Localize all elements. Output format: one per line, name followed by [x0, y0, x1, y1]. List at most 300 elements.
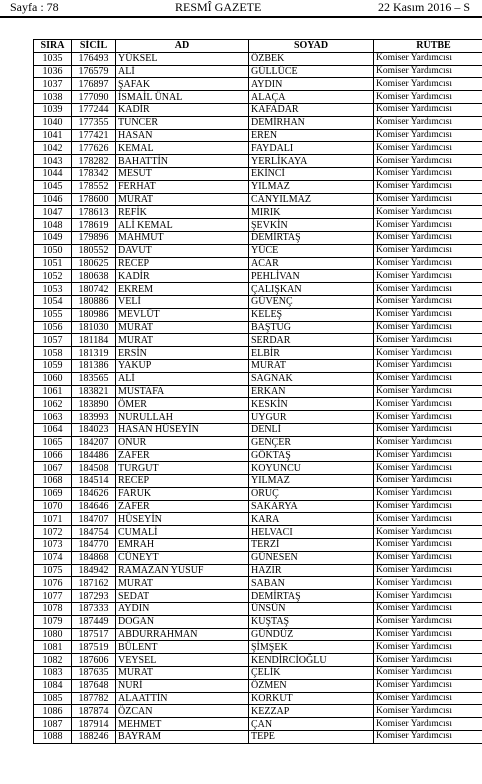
cell-sira: 1078	[34, 603, 72, 616]
cell-sicil: 187635	[72, 667, 116, 680]
cell-sicil: 179896	[72, 231, 116, 244]
cell-ad: REFİK	[116, 206, 249, 219]
cell-rutbe: Komiser Yardımcısı	[374, 283, 482, 296]
cell-sira: 1054	[34, 295, 72, 308]
cell-rutbe: Komiser Yardımcısı	[374, 103, 482, 116]
table-row	[34, 385, 482, 398]
cell-sicil: 177626	[72, 142, 116, 155]
cell-soyad: DEMİRTAŞ	[249, 590, 374, 603]
cell-rutbe: Komiser Yardımcısı	[374, 65, 482, 78]
cell-rutbe: Komiser Yardımcısı	[374, 705, 482, 718]
cell-ad: RECEP	[116, 475, 249, 488]
table-row	[34, 526, 482, 539]
cell-rutbe: Komiser Yardımcısı	[374, 206, 482, 219]
table-row	[34, 628, 482, 641]
cell-ad: SEDAT	[116, 590, 249, 603]
cell-sira: 1082	[34, 654, 72, 667]
cell-sira: 1066	[34, 449, 72, 462]
table-row	[34, 347, 482, 360]
table-row	[34, 539, 482, 552]
cell-sicil: 187648	[72, 679, 116, 692]
cell-sicil: 187914	[72, 718, 116, 731]
cell-sicil: 184514	[72, 475, 116, 488]
cell-ad: ÖZCAN	[116, 705, 249, 718]
cell-ad: ZAFER	[116, 500, 249, 513]
cell-soyad: PEHLİVAN	[249, 270, 374, 283]
cell-sira: 1047	[34, 206, 72, 219]
cell-sira: 1067	[34, 462, 72, 475]
cell-rutbe: Komiser Yardımcısı	[374, 270, 482, 283]
table-row	[34, 436, 482, 449]
cell-soyad: KEZZAP	[249, 705, 374, 718]
cell-rutbe: Komiser Yardımcısı	[374, 411, 482, 424]
table-row	[34, 129, 482, 142]
cell-sicil: 184486	[72, 449, 116, 462]
cell-sicil: 180625	[72, 257, 116, 270]
cell-sira: 1079	[34, 615, 72, 628]
cell-soyad: YERLİKAYA	[249, 155, 374, 168]
cell-rutbe: Komiser Yardımcısı	[374, 462, 482, 475]
table-row	[34, 52, 482, 65]
cell-sicil: 184626	[72, 487, 116, 500]
page-number: Sayfa : 78	[10, 0, 59, 14]
cell-sira: 1049	[34, 231, 72, 244]
cell-rutbe: Komiser Yardımcısı	[374, 334, 482, 347]
cell-sira: 1041	[34, 129, 72, 142]
table-row	[34, 219, 482, 232]
cell-sira: 1048	[34, 219, 72, 232]
cell-soyad: ÇAN	[249, 718, 374, 731]
cell-ad: NURULLAH	[116, 411, 249, 424]
cell-ad: ABDURRAHMAN	[116, 628, 249, 641]
cell-sira: 1072	[34, 526, 72, 539]
cell-rutbe: Komiser Yardımcısı	[374, 257, 482, 270]
table-row	[34, 116, 482, 129]
cell-ad: HÜSEYİN	[116, 513, 249, 526]
table-row	[34, 257, 482, 270]
cell-rutbe: Komiser Yardımcısı	[374, 321, 482, 334]
cell-ad: VELİ	[116, 295, 249, 308]
cell-soyad: GÖKTAŞ	[249, 449, 374, 462]
cell-rutbe: Komiser Yardımcısı	[374, 52, 482, 65]
cell-sira: 1058	[34, 347, 72, 360]
cell-soyad: DENLİ	[249, 423, 374, 436]
table-row	[34, 692, 482, 705]
cell-soyad: GÜLLÜCE	[249, 65, 374, 78]
table-row	[34, 577, 482, 590]
cell-soyad: SAKARYA	[249, 500, 374, 513]
cell-sira: 1070	[34, 500, 72, 513]
cell-sicil: 187333	[72, 603, 116, 616]
cell-rutbe: Komiser Yardımcısı	[374, 641, 482, 654]
cell-soyad: KESKİN	[249, 398, 374, 411]
cell-sira: 1046	[34, 193, 72, 206]
cell-sicil: 181386	[72, 359, 116, 372]
cell-ad: MURAT	[116, 334, 249, 347]
table-row	[34, 142, 482, 155]
cell-rutbe: Komiser Yardımcısı	[374, 167, 482, 180]
column-header-rutbe: RÜTBE	[374, 40, 482, 53]
cell-sira: 1062	[34, 398, 72, 411]
cell-sicil: 178600	[72, 193, 116, 206]
cell-soyad: ERKAN	[249, 385, 374, 398]
column-header-soyad: SOYAD	[249, 40, 374, 53]
table-row	[34, 615, 482, 628]
cell-ad: KEMAL	[116, 142, 249, 155]
cell-rutbe: Komiser Yardımcısı	[374, 308, 482, 321]
table-row	[34, 411, 482, 424]
cell-ad: HASAN HÜSEYİN	[116, 423, 249, 436]
cell-sira: 1038	[34, 91, 72, 104]
cell-rutbe: Komiser Yardımcısı	[374, 692, 482, 705]
cell-ad: KADİR	[116, 270, 249, 283]
cell-sicil: 187519	[72, 641, 116, 654]
cell-soyad: GÜNDÜZ	[249, 628, 374, 641]
cell-ad: ERSİN	[116, 347, 249, 360]
table-row	[34, 423, 482, 436]
cell-ad: HASAN	[116, 129, 249, 142]
cell-sicil: 178619	[72, 219, 116, 232]
cell-rutbe: Komiser Yardımcısı	[374, 359, 482, 372]
cell-sira: 1039	[34, 103, 72, 116]
cell-rutbe: Komiser Yardımcısı	[374, 78, 482, 91]
table-row	[34, 590, 482, 603]
cell-sicil: 187293	[72, 590, 116, 603]
cell-sira: 1050	[34, 244, 72, 257]
cell-sira: 1051	[34, 257, 72, 270]
table-row	[34, 398, 482, 411]
table-row	[34, 244, 482, 257]
cell-rutbe: Komiser Yardımcısı	[374, 347, 482, 360]
cell-sira: 1044	[34, 167, 72, 180]
cell-sira: 1081	[34, 641, 72, 654]
cell-soyad: KENDİRCİOĞLU	[249, 654, 374, 667]
cell-ad: MEVLÜT	[116, 308, 249, 321]
cell-soyad: TEPE	[249, 731, 374, 744]
cell-ad: MURAT	[116, 577, 249, 590]
cell-ad: DOĞAN	[116, 615, 249, 628]
publication-date: 22 Kasım 2016 – S	[378, 0, 471, 14]
cell-rutbe: Komiser Yardımcısı	[374, 590, 482, 603]
table-row	[34, 231, 482, 244]
cell-ad: BAYRAM	[116, 731, 249, 744]
table-row	[34, 206, 482, 219]
cell-sicil: 184023	[72, 423, 116, 436]
cell-rutbe: Komiser Yardımcısı	[374, 539, 482, 552]
cell-soyad: DEMİRHAN	[249, 116, 374, 129]
cell-rutbe: Komiser Yardımcısı	[374, 526, 482, 539]
cell-sira: 1056	[34, 321, 72, 334]
cell-sicil: 180886	[72, 295, 116, 308]
cell-rutbe: Komiser Yardımcısı	[374, 513, 482, 526]
cell-sicil: 178613	[72, 206, 116, 219]
cell-ad: NURİ	[116, 679, 249, 692]
table-row	[34, 372, 482, 385]
table-row	[34, 551, 482, 564]
cell-soyad: EREN	[249, 129, 374, 142]
cell-soyad: ÇELİK	[249, 667, 374, 680]
cell-rutbe: Komiser Yardımcısı	[374, 372, 482, 385]
cell-sira: 1064	[34, 423, 72, 436]
cell-sira: 1055	[34, 308, 72, 321]
cell-rutbe: Komiser Yardımcısı	[374, 385, 482, 398]
cell-ad: ÖMER	[116, 398, 249, 411]
cell-sira: 1042	[34, 142, 72, 155]
cell-rutbe: Komiser Yardımcısı	[374, 500, 482, 513]
cell-rutbe: Komiser Yardımcısı	[374, 91, 482, 104]
cell-soyad: FAYDALI	[249, 142, 374, 155]
cell-sicil: 187517	[72, 628, 116, 641]
cell-soyad: ŞEVKİN	[249, 219, 374, 232]
cell-sicil: 184942	[72, 564, 116, 577]
cell-sicil: 180742	[72, 283, 116, 296]
cell-rutbe: Komiser Yardımcısı	[374, 475, 482, 488]
cell-soyad: KOYUNCU	[249, 462, 374, 475]
publication-title: RESMÎ GAZETE	[175, 0, 262, 14]
table-row	[34, 78, 482, 91]
cell-sicil: 184707	[72, 513, 116, 526]
cell-soyad: ÖZMEN	[249, 679, 374, 692]
table-row	[34, 167, 482, 180]
cell-ad: BÜLENT	[116, 641, 249, 654]
table-row	[34, 321, 482, 334]
cell-sicil: 180638	[72, 270, 116, 283]
table-row	[34, 731, 482, 744]
table-row	[34, 308, 482, 321]
cell-sicil: 176493	[72, 52, 116, 65]
cell-rutbe: Komiser Yardımcısı	[374, 129, 482, 142]
cell-soyad: KORKUT	[249, 692, 374, 705]
cell-soyad: AYDIN	[249, 78, 374, 91]
table-row	[34, 705, 482, 718]
cell-sira: 1035	[34, 52, 72, 65]
cell-ad: DAVUT	[116, 244, 249, 257]
cell-sira: 1043	[34, 155, 72, 168]
table-row	[34, 654, 482, 667]
cell-rutbe: Komiser Yardımcısı	[374, 551, 482, 564]
table-row	[34, 103, 482, 116]
cell-ad: EKREM	[116, 283, 249, 296]
cell-sicil: 178282	[72, 155, 116, 168]
table-row	[34, 679, 482, 692]
cell-soyad: ACAR	[249, 257, 374, 270]
cell-ad: EMRAH	[116, 539, 249, 552]
cell-sira: 1088	[34, 731, 72, 744]
cell-rutbe: Komiser Yardımcısı	[374, 718, 482, 731]
cell-ad: RAMAZAN YUSUF	[116, 564, 249, 577]
cell-soyad: HAZIR	[249, 564, 374, 577]
cell-sicil: 183890	[72, 398, 116, 411]
cell-ad: MUSTAFA	[116, 385, 249, 398]
cell-sicil: 184754	[72, 526, 116, 539]
cell-soyad: YILMAZ	[249, 180, 374, 193]
cell-sira: 1057	[34, 334, 72, 347]
cell-ad: ZAFER	[116, 449, 249, 462]
header-rule	[0, 16, 482, 18]
cell-rutbe: Komiser Yardımcısı	[374, 654, 482, 667]
cell-ad: ALİ KEMAL	[116, 219, 249, 232]
cell-soyad: ÜNSÜN	[249, 603, 374, 616]
cell-sira: 1075	[34, 564, 72, 577]
table-row	[34, 564, 482, 577]
cell-soyad: ORUÇ	[249, 487, 374, 500]
cell-rutbe: Komiser Yardımcısı	[374, 116, 482, 129]
cell-sira: 1045	[34, 180, 72, 193]
cell-sicil: 184207	[72, 436, 116, 449]
table-row	[34, 667, 482, 680]
cell-soyad: TERZİ	[249, 539, 374, 552]
table-row	[34, 449, 482, 462]
cell-ad: ALİ	[116, 65, 249, 78]
cell-soyad: ALAÇA	[249, 91, 374, 104]
cell-sicil: 177244	[72, 103, 116, 116]
cell-sira: 1061	[34, 385, 72, 398]
cell-sira: 1063	[34, 411, 72, 424]
cell-sira: 1036	[34, 65, 72, 78]
cell-sicil: 177355	[72, 116, 116, 129]
cell-sicil: 176897	[72, 78, 116, 91]
cell-sicil: 184868	[72, 551, 116, 564]
cell-ad: KADİR	[116, 103, 249, 116]
table-row	[34, 180, 482, 193]
table-row	[34, 487, 482, 500]
cell-rutbe: Komiser Yardımcısı	[374, 244, 482, 257]
cell-ad: RECEP	[116, 257, 249, 270]
cell-sicil: 177090	[72, 91, 116, 104]
cell-rutbe: Komiser Yardımcısı	[374, 142, 482, 155]
table-row	[34, 295, 482, 308]
cell-ad: FARUK	[116, 487, 249, 500]
cell-sicil: 187874	[72, 705, 116, 718]
cell-sicil: 187449	[72, 615, 116, 628]
cell-ad: AYDIN	[116, 603, 249, 616]
cell-sira: 1069	[34, 487, 72, 500]
cell-soyad: MIRIK	[249, 206, 374, 219]
cell-soyad: KAFADAR	[249, 103, 374, 116]
cell-sicil: 184770	[72, 539, 116, 552]
table-row	[34, 334, 482, 347]
cell-soyad: SAĞNAK	[249, 372, 374, 385]
cell-sira: 1074	[34, 551, 72, 564]
cell-sicil: 181184	[72, 334, 116, 347]
cell-soyad: SERDAR	[249, 334, 374, 347]
cell-soyad: MURAT	[249, 359, 374, 372]
cell-sicil: 181319	[72, 347, 116, 360]
cell-rutbe: Komiser Yardımcısı	[374, 667, 482, 680]
cell-ad: İSMAİL ÜNAL	[116, 91, 249, 104]
cell-rutbe: Komiser Yardımcısı	[374, 577, 482, 590]
cell-rutbe: Komiser Yardımcısı	[374, 603, 482, 616]
table-row	[34, 718, 482, 731]
cell-sira: 1076	[34, 577, 72, 590]
cell-sira: 1080	[34, 628, 72, 641]
cell-sicil: 181030	[72, 321, 116, 334]
cell-rutbe: Komiser Yardımcısı	[374, 628, 482, 641]
table-row	[34, 91, 482, 104]
cell-sicil: 184646	[72, 500, 116, 513]
cell-soyad: KELEŞ	[249, 308, 374, 321]
cell-rutbe: Komiser Yardımcısı	[374, 295, 482, 308]
cell-sira: 1087	[34, 718, 72, 731]
cell-soyad: HELVACI	[249, 526, 374, 539]
cell-soyad: ÇALIŞKAN	[249, 283, 374, 296]
cell-soyad: BAŞTUĞ	[249, 321, 374, 334]
cell-sicil: 184508	[72, 462, 116, 475]
table-row	[34, 283, 482, 296]
cell-ad: YÜKSEL	[116, 52, 249, 65]
cell-ad: TUNCER	[116, 116, 249, 129]
cell-sicil: 180552	[72, 244, 116, 257]
cell-soyad: KUŞTAŞ	[249, 615, 374, 628]
cell-ad: TURGUT	[116, 462, 249, 475]
cell-sira: 1086	[34, 705, 72, 718]
personnel-table	[33, 39, 482, 744]
cell-soyad: ELBİR	[249, 347, 374, 360]
cell-ad: ALAATTİN	[116, 692, 249, 705]
cell-soyad: CANYILMAZ	[249, 193, 374, 206]
cell-soyad: UYGUR	[249, 411, 374, 424]
cell-rutbe: Komiser Yardımcısı	[374, 423, 482, 436]
cell-sira: 1084	[34, 679, 72, 692]
cell-ad: CUMALİ	[116, 526, 249, 539]
cell-sicil: 176579	[72, 65, 116, 78]
cell-soyad: EKİNCİ	[249, 167, 374, 180]
column-header-ad: AD	[116, 40, 249, 53]
cell-soyad: YILMAZ	[249, 475, 374, 488]
cell-sicil: 183565	[72, 372, 116, 385]
cell-ad: ONUR	[116, 436, 249, 449]
cell-soyad: SABAN	[249, 577, 374, 590]
cell-rutbe: Komiser Yardımcısı	[374, 615, 482, 628]
table-row	[34, 193, 482, 206]
cell-sicil: 187782	[72, 692, 116, 705]
table-row	[34, 500, 482, 513]
cell-sicil: 178342	[72, 167, 116, 180]
table-row	[34, 359, 482, 372]
cell-sicil: 187162	[72, 577, 116, 590]
cell-sira: 1077	[34, 590, 72, 603]
cell-soyad: KARA	[249, 513, 374, 526]
cell-ad: VEYSEL	[116, 654, 249, 667]
cell-rutbe: Komiser Yardımcısı	[374, 193, 482, 206]
cell-rutbe: Komiser Yardımcısı	[374, 436, 482, 449]
cell-ad: MESUT	[116, 167, 249, 180]
cell-sicil: 180986	[72, 308, 116, 321]
cell-sira: 1071	[34, 513, 72, 526]
cell-soyad: YÜCE	[249, 244, 374, 257]
cell-soyad: ÖZBEK	[249, 52, 374, 65]
table-row	[34, 475, 482, 488]
cell-rutbe: Komiser Yardımcısı	[374, 731, 482, 744]
cell-ad: BAHATTİN	[116, 155, 249, 168]
cell-rutbe: Komiser Yardımcısı	[374, 679, 482, 692]
table-row	[34, 155, 482, 168]
table-body	[34, 52, 482, 743]
cell-sira: 1040	[34, 116, 72, 129]
cell-rutbe: Komiser Yardımcısı	[374, 449, 482, 462]
cell-ad: CÜNEYT	[116, 551, 249, 564]
cell-sicil: 177421	[72, 129, 116, 142]
cell-sira: 1085	[34, 692, 72, 705]
cell-sira: 1052	[34, 270, 72, 283]
column-header-sira: SIRA	[34, 40, 72, 53]
table-row	[34, 65, 482, 78]
cell-soyad: GENÇER	[249, 436, 374, 449]
cell-sicil: 188246	[72, 731, 116, 744]
cell-soyad: GÜNESEN	[249, 551, 374, 564]
table-row	[34, 603, 482, 616]
cell-rutbe: Komiser Yardımcısı	[374, 398, 482, 411]
